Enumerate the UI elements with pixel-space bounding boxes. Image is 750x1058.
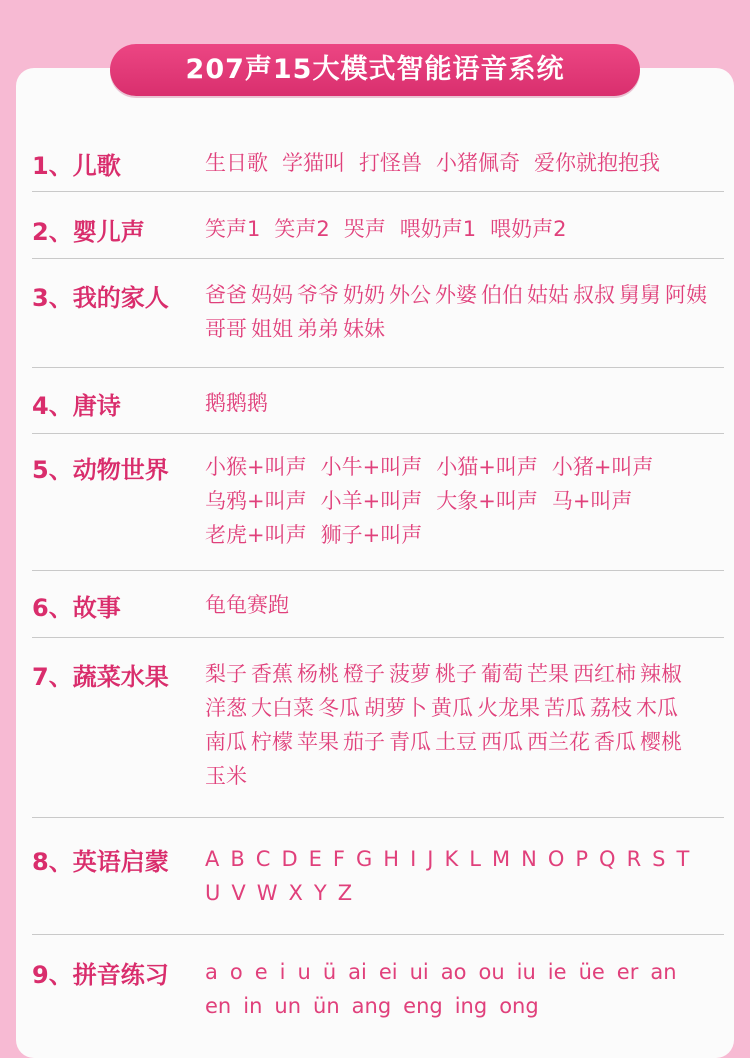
- list-item: 杨桃: [297, 662, 339, 686]
- list-item: 芒果: [527, 662, 569, 686]
- list-item: S: [652, 847, 666, 871]
- list-item: 姑姑: [527, 283, 569, 307]
- list-item: 葡萄: [481, 662, 523, 686]
- list-item: 桃子: [435, 662, 477, 686]
- list-item: J: [427, 847, 434, 871]
- list-item: 哥哥: [205, 317, 247, 341]
- list-item: 爸爸: [205, 283, 247, 307]
- section-items: [205, 842, 723, 910]
- list-item: F: [332, 847, 346, 871]
- list-item: 小猫+叫声: [436, 455, 538, 479]
- list-item: X: [288, 881, 303, 905]
- list-item: eng: [403, 994, 443, 1018]
- section-items: [205, 657, 723, 793]
- list-item: 梨子: [205, 662, 247, 686]
- section-title: 9、拼音练习: [32, 961, 169, 989]
- list-item: ü: [322, 960, 337, 984]
- list-item: i: [279, 960, 286, 984]
- section-items: [205, 278, 723, 346]
- list-item: 伯伯: [481, 283, 523, 307]
- list-item: in: [243, 994, 263, 1018]
- list-item: O: [547, 847, 565, 871]
- list-item: ao: [440, 960, 467, 984]
- banner-title: 207声15大模式智能语音系统: [110, 44, 640, 96]
- list-item: 狮子+叫声: [320, 523, 423, 547]
- section-title: 3、我的家人: [32, 284, 169, 312]
- list-item: V: [231, 881, 246, 905]
- list-item: ing: [454, 994, 488, 1018]
- list-item: 奶奶: [343, 283, 385, 307]
- section-items: [205, 588, 723, 622]
- list-item: 笑声1: [205, 217, 261, 241]
- divider: [32, 570, 724, 571]
- list-item: 生日歌: [205, 151, 268, 175]
- list-item: 哭声: [343, 217, 386, 241]
- list-item: e: [254, 960, 268, 984]
- list-item: 马+叫声: [551, 489, 633, 513]
- list-item: 菠萝: [389, 662, 431, 686]
- list-item: W: [256, 881, 278, 905]
- list-item: 舅舅: [619, 283, 661, 307]
- list-item: un: [274, 994, 302, 1018]
- list-item: Y: [313, 881, 327, 905]
- list-item: ün: [313, 994, 340, 1018]
- list-item: 爱你就抱抱我: [534, 151, 660, 175]
- section-items: [205, 955, 723, 1023]
- list-item: 爷爷: [297, 283, 339, 307]
- list-item: 叔叔: [573, 283, 615, 307]
- section-items: [205, 146, 723, 180]
- list-item: 胡萝卜: [364, 696, 427, 720]
- section-title: 5、动物世界: [32, 456, 169, 484]
- list-item: U: [205, 881, 221, 905]
- section-title: 2、婴儿声: [32, 218, 145, 246]
- list-item: u: [297, 960, 311, 984]
- list-item: 辣椒: [640, 662, 682, 686]
- list-item: 学猫叫: [282, 151, 345, 175]
- list-item: 黄瓜: [431, 696, 473, 720]
- list-item: L: [469, 847, 481, 871]
- list-item: P: [575, 847, 589, 871]
- list-item: D: [281, 847, 298, 871]
- list-item: 玉米: [205, 764, 247, 788]
- list-item: 外婆: [435, 283, 477, 307]
- divider: [32, 934, 724, 935]
- list-item: G: [356, 847, 373, 871]
- list-item: 青瓜: [389, 730, 431, 754]
- list-item: M: [491, 847, 511, 871]
- list-item: 妈妈: [251, 283, 293, 307]
- list-item: 茄子: [343, 730, 385, 754]
- list-item: H: [383, 847, 400, 871]
- list-item: 姐姐: [251, 317, 293, 341]
- list-item: ie: [547, 960, 567, 984]
- list-item: 喂奶声1: [399, 217, 477, 241]
- list-item: 西瓜: [481, 730, 523, 754]
- list-item: 老虎+叫声: [205, 523, 307, 547]
- list-item: 弟弟: [297, 317, 339, 341]
- list-item: 樱桃: [640, 730, 682, 754]
- divider: [32, 637, 724, 638]
- list-item: 小牛+叫声: [320, 455, 423, 479]
- list-item: K: [444, 847, 459, 871]
- list-item: 鹅鹅鹅: [205, 391, 268, 415]
- list-item: R: [626, 847, 642, 871]
- list-item: N: [521, 847, 537, 871]
- section-items: [205, 386, 723, 420]
- list-item: 乌鸦+叫声: [205, 489, 307, 513]
- list-item: 小猪+叫声: [551, 455, 654, 479]
- list-item: 西红柿: [573, 662, 636, 686]
- list-item: ei: [378, 960, 398, 984]
- list-item: 木瓜: [636, 696, 678, 720]
- list-item: 外公: [389, 283, 431, 307]
- list-item: ang: [351, 994, 392, 1018]
- list-item: 笑声2: [274, 217, 330, 241]
- list-item: 苦瓜: [544, 696, 586, 720]
- list-item: Q: [599, 847, 616, 871]
- list-item: 大象+叫声: [436, 489, 538, 513]
- list-item: a: [205, 960, 218, 984]
- list-item: ou: [478, 960, 505, 984]
- list-item: 土豆: [435, 730, 477, 754]
- list-item: an: [650, 960, 677, 984]
- divider: [32, 817, 724, 818]
- list-item: o: [229, 960, 243, 984]
- list-item: 南瓜: [205, 730, 247, 754]
- list-item: 喂奶声2: [490, 217, 567, 241]
- section-title: 8、英语启蒙: [32, 848, 169, 876]
- list-item: 妹妹: [343, 317, 385, 341]
- list-item: ui: [409, 960, 429, 984]
- section-items: [205, 212, 723, 246]
- list-item: 打怪兽: [359, 151, 422, 175]
- list-item: 荔枝: [590, 696, 632, 720]
- list-item: 柠檬: [251, 730, 293, 754]
- list-item: 香瓜: [594, 730, 636, 754]
- list-item: A: [205, 847, 220, 871]
- section-title: 4、唐诗: [32, 392, 121, 420]
- section-items: [205, 450, 723, 552]
- list-item: 西兰花: [527, 730, 590, 754]
- list-item: Z: [337, 881, 353, 905]
- list-item: 龟龟赛跑: [205, 593, 289, 617]
- list-item: 苹果: [297, 730, 339, 754]
- list-item: 小猴+叫声: [205, 455, 307, 479]
- list-item: T: [676, 847, 690, 871]
- list-item: ong: [499, 994, 539, 1018]
- list-item: iu: [516, 960, 536, 984]
- divider: [32, 258, 724, 259]
- list-item: E: [308, 847, 322, 871]
- list-item: 香蕉: [251, 662, 293, 686]
- list-item: B: [230, 847, 245, 871]
- list-item: C: [255, 847, 271, 871]
- list-item: I: [410, 847, 417, 871]
- divider: [32, 433, 724, 434]
- divider: [32, 191, 724, 192]
- list-item: 洋葱: [205, 696, 247, 720]
- list-item: 冬瓜: [318, 696, 360, 720]
- list-item: 橙子: [343, 662, 385, 686]
- list-item: ai: [348, 960, 367, 984]
- list-item: üe: [578, 960, 605, 984]
- section-title: 6、故事: [32, 594, 121, 622]
- list-item: 小羊+叫声: [320, 489, 423, 513]
- list-item: en: [205, 994, 232, 1018]
- list-item: 阿姨: [665, 283, 707, 307]
- divider: [32, 367, 724, 368]
- list-item: 小猪佩奇: [436, 151, 520, 175]
- section-title: 1、儿歌: [32, 152, 121, 180]
- section-title: 7、蔬菜水果: [32, 663, 169, 691]
- list-item: 火龙果: [477, 696, 540, 720]
- list-item: er: [616, 960, 639, 984]
- list-item: 大白菜: [251, 696, 314, 720]
